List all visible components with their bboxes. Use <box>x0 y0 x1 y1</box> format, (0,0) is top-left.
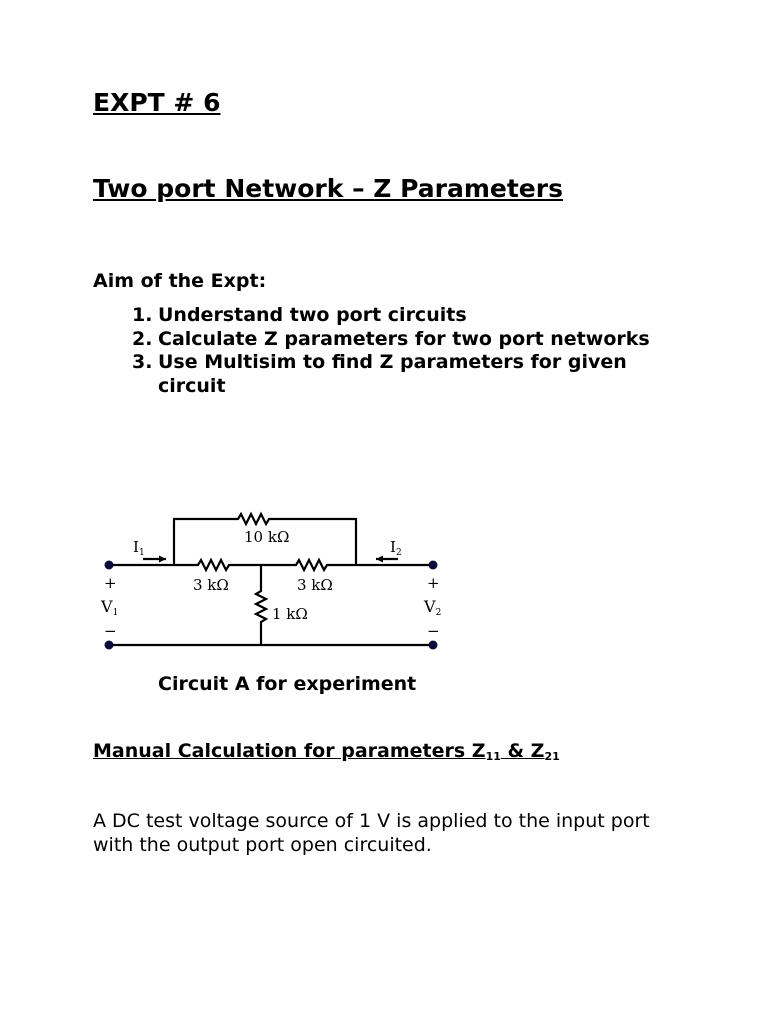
terminal <box>105 641 114 650</box>
label-3k-left: 3 kΩ <box>193 576 229 594</box>
arrowhead <box>376 556 383 563</box>
minus-right: − <box>427 622 440 640</box>
terminal <box>429 561 438 570</box>
terminal <box>105 561 114 570</box>
label-1k: 1 kΩ <box>272 605 308 623</box>
minus-left: − <box>104 622 117 640</box>
aim-list <box>132 304 692 398</box>
wire <box>109 560 433 570</box>
plus-right: + <box>427 574 440 592</box>
wire <box>256 565 266 645</box>
arrowhead <box>159 556 166 563</box>
label-v2: V2 <box>424 597 442 618</box>
label-3k-right: 3 kΩ <box>297 576 333 594</box>
page-title: Two port Network – Z Parameters <box>93 174 563 203</box>
label-10k: 10 kΩ <box>244 528 290 546</box>
experiment-heading: EXPT # 6 <box>93 88 221 117</box>
circuit-diagram <box>98 508 448 662</box>
list-number: 1. <box>132 304 153 326</box>
list-item-text: Use Multisim to find Z parameters for given circuit <box>158 351 627 397</box>
list-item <box>132 304 692 328</box>
label-i1: $I_1$ <box>133 538 145 558</box>
list-item <box>132 351 692 398</box>
circuit-caption: Circuit A for experiment <box>158 673 417 695</box>
section-heading: Manual Calculation for parameters $Z_{11}$ & $Z_{21}$ <box>93 740 560 763</box>
terminal <box>429 641 438 650</box>
label-v1: V1 <box>101 597 119 618</box>
list-number: 2. <box>132 327 153 350</box>
plus-left: + <box>104 574 117 592</box>
list-item-text: Understand two port circuits <box>158 304 467 326</box>
body-paragraph: A DC test voltage source of 1 V is applied to the input port with the output port open circuited. <box>93 810 650 856</box>
list-item-text: Calculate Z parameters for two port networks <box>158 327 650 350</box>
list-number: 3. <box>132 351 153 373</box>
list-item <box>132 328 692 352</box>
label-i2: $I_2$ <box>390 538 402 558</box>
aim-label: Aim of the Expt: <box>93 270 267 292</box>
